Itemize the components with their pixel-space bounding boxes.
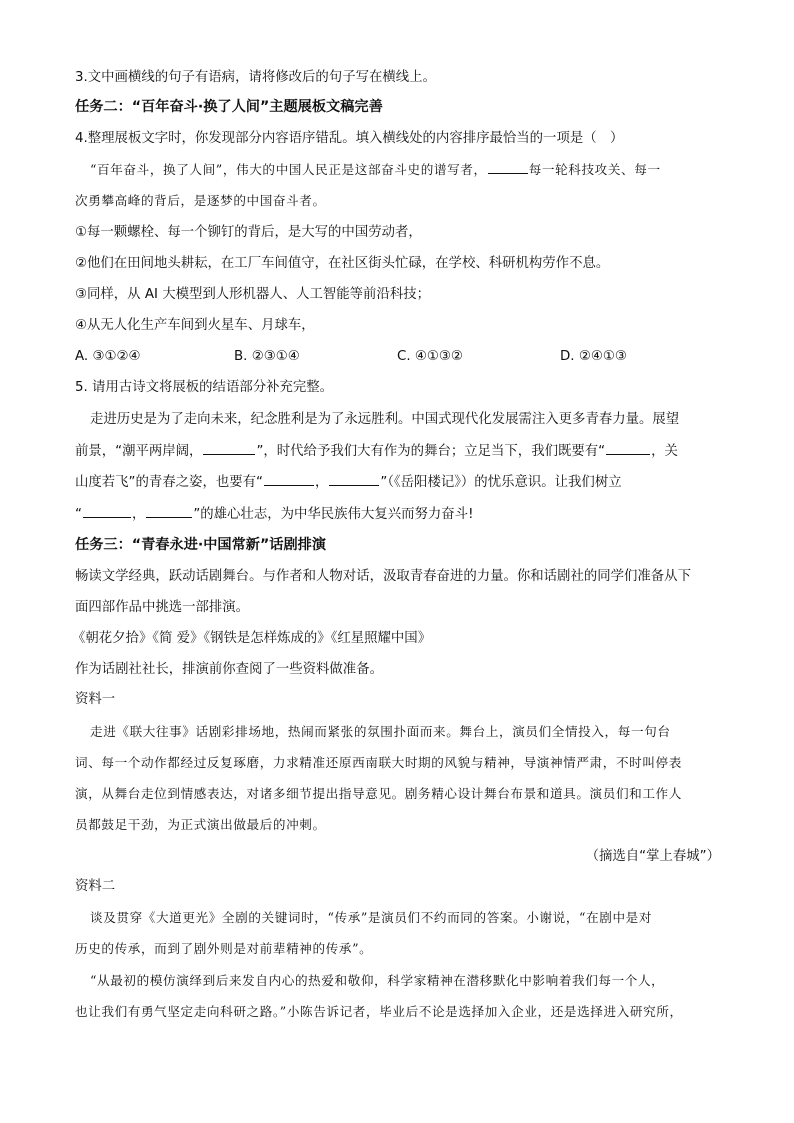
answer-blank — [203, 441, 255, 455]
material-2-line: 谈及贯穿《大道更光》全剧的关键词时，“传承”是演员们不约而同的答案。小谢说，“在剧中是对 — [90, 910, 653, 925]
option-a: A. ③①②④ — [75, 349, 141, 364]
task2-heading: 任务二：“百年奋斗·换了人间”主题展板文稿完善 — [75, 99, 383, 115]
works-list: 《朝花夕拾》《简 爱》《钢铁是怎样炼成的》《红星照耀中国》 — [72, 631, 432, 646]
q4-item-4: ④从无人化生产车间到火星车、月球车， — [75, 318, 315, 333]
q5-passage-line1: 走进历史是为了走向未来，纪念胜利是为了永远胜利。中国式现代化发展需注入更多青春力量。展望 — [90, 412, 680, 427]
material-2-line: 历史的传承，而到了剧外则是对前辈精神的传承”。 — [75, 941, 373, 956]
material-1-source: （摘选自“掌上春城”） — [585, 849, 720, 864]
q4-item-3: ③同样，从 AI 大模型到人形机器人、人工智能等前沿科技； — [75, 287, 431, 302]
task3-intro-line2: 面四部作品中挑选一部排演。 — [75, 600, 250, 615]
task3-intro-line1: 畅读文学经典，跃动话剧舞台。与作者和人物对话，汲取青春奋进的力量。你和话剧社的同学们准备从下 — [75, 569, 691, 584]
answer-blank — [264, 472, 314, 486]
question-3: 3.文中画横线的句子有语病，请将修改后的句子写在横线上。 — [75, 70, 436, 85]
material-2-line: “从最初的模仿演绎到后来发自内心的热爱和敬仰，科学家精神在潜移默化中影响着我们每一个人， — [90, 973, 665, 988]
material-2-line: 也让我们有勇气坚定走向科研之路。”小陈告诉记者，毕业后不论是选择加入企业，还是选择进入研究所， — [75, 1004, 683, 1019]
q4-item-1: ①每一颗螺栓、每一个铆钉的背后，是大写的中国劳动者， — [75, 225, 422, 240]
q4-passage-line1: “百年奋斗，换了人间”，伟大的中国人民正是这部奋斗史的谱写者， 每一轮科技攻关、每一 — [90, 162, 661, 177]
prep-note: 作为话剧社社长，排演前你查阅了一些资料做准备。 — [75, 662, 383, 677]
answer-blank — [146, 504, 192, 518]
answer-blank — [329, 472, 379, 486]
option-c: C. ④①③② — [397, 349, 463, 364]
q5-passage-line2: 前景，“潮平两岸阔， ”，时代给予我们大有作为的舞台；立足当下，我们既要有“ ，关 — [75, 441, 725, 462]
answer-blank — [488, 160, 528, 174]
material-1-line: 词、每一个动作都经过反复琢磨，力求精准还原西南联大时期的风貌与精神，导演神情严肃，不时叫停表 — [75, 755, 682, 770]
material-1-line: 走进《联大往事》话剧彩排场地，热闹而紧张的氛围扑面而来。舞台上，演员们全情投入，每一句台 — [90, 724, 671, 739]
question-5: 5. 请用古诗文将展板的结语部分补充完整。 — [75, 380, 334, 395]
task3-heading: 任务三：“青春永进·中国常新”话剧排演 — [75, 537, 327, 553]
option-d: D. ②④①③ — [560, 349, 627, 364]
option-b: B. ②③①④ — [234, 349, 300, 364]
q4-options — [75, 347, 725, 367]
q4-item-2: ②他们在田间地头耕耘，在工厂车间值守，在社区街头忙碌，在学校、科研机构劳作不息。 — [75, 256, 610, 271]
q5-passage-line4: “ ， ”的雄心壮志，为中华民族伟大复兴而努力奋斗! — [75, 504, 725, 525]
material-1-line: 演，从舞台走位到情感表达，对诸多细节提出指导意见。剧务精心设计舞台布景和道具。演员们和工作人 — [75, 786, 682, 801]
material-1-line: 员都鼓足干劲，为正式演出做最后的冲刺。 — [75, 817, 326, 832]
q4-passage-line2: 次勇攀高峰的背后，是逐梦的中国奋斗者。 — [75, 193, 326, 208]
question-4: 4.整理展板文字时，你发现部分内容语序错乱。填入横线处的内容排序最恰当的一项是（ ） — [75, 131, 624, 146]
answer-blank — [83, 504, 131, 518]
q5-passage-line3: 山度若飞”的青春之姿，也要有“ ， ”（《岳阳楼记》）的忧乐意识。让我们树立 — [75, 472, 725, 493]
material-2-title: 资料二 — [75, 879, 116, 894]
answer-blank — [606, 441, 650, 455]
material-1-title: 资料一 — [75, 692, 116, 707]
